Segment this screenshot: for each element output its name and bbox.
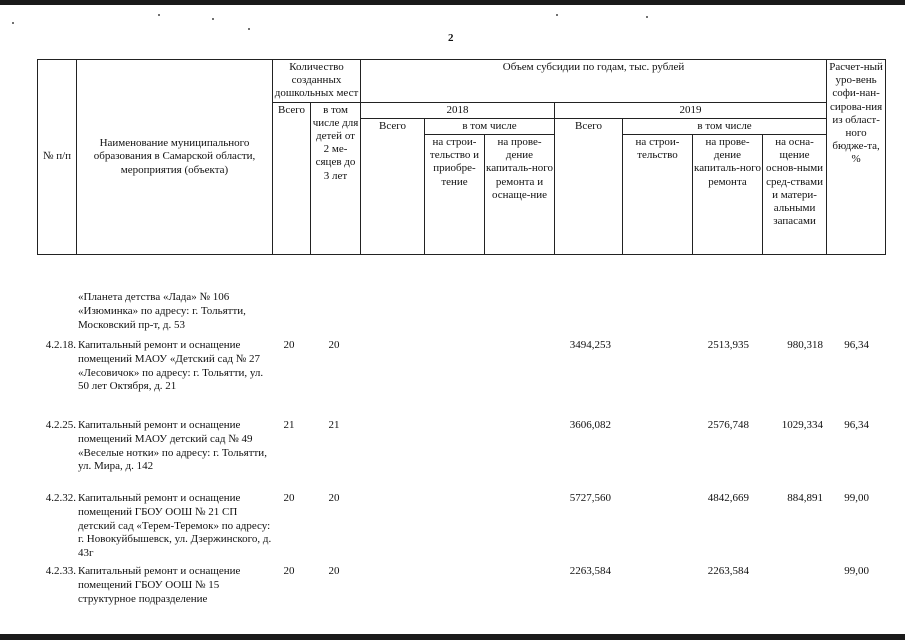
scan-speck bbox=[646, 16, 648, 18]
row-places-total: 20 bbox=[283, 339, 295, 351]
row-name: Капитальный ремонт и оснащение помещений МАОУ детский сад № 49 «Веселые нотки» по адресу: г. Тольятти, ул. Мира, д. 142 bbox=[78, 419, 267, 473]
row-2019-repair: 2263,584 bbox=[707, 565, 749, 577]
header-year-2019: 2019 bbox=[555, 102, 827, 118]
scan-top-border bbox=[0, 0, 905, 5]
header-rate: Расчет-ный уро-вень софи-нан-сирова-ния из област-ного бюдже-та, % bbox=[827, 60, 886, 255]
row-name: «Планета детства «Лада» № 106 «Изюминка» по адресу: г. Тольятти, Московский пр-т, д. 53 bbox=[78, 291, 246, 331]
row-rate: 96,34 bbox=[844, 419, 869, 431]
row-places-total: 20 bbox=[283, 565, 295, 577]
header-year-2018: 2018 bbox=[361, 102, 555, 118]
row-name: Капитальный ремонт и оснащение помещений ГБОУ ООШ № 15 структурное подразделение bbox=[78, 565, 241, 605]
row-2019-repair: 2576,748 bbox=[707, 419, 749, 431]
row-2019-total: 3494,253 bbox=[569, 339, 611, 351]
scan-bottom-border bbox=[0, 634, 905, 640]
row-number: 4.2.25. bbox=[45, 419, 76, 431]
row-places-total: 20 bbox=[283, 492, 295, 504]
scan-speck bbox=[248, 28, 250, 30]
row-places-kids: 20 bbox=[328, 565, 340, 577]
row-number: 4.2.32. bbox=[45, 492, 76, 504]
header-2019-total: Всего bbox=[555, 118, 623, 254]
row-2019-total: 5727,560 bbox=[569, 492, 611, 504]
row-rate: 99,00 bbox=[844, 492, 869, 504]
row-places-kids: 21 bbox=[328, 419, 340, 431]
header-2018-incl: в том числе bbox=[425, 118, 555, 134]
row-rate: 99,00 bbox=[844, 565, 869, 577]
scan-speck bbox=[12, 22, 14, 24]
header-2019-equipment: на осна-щение основ-ными сред-ствами и матери-альными запасами bbox=[763, 134, 827, 254]
scan-speck bbox=[212, 18, 214, 20]
row-2019-repair: 4842,669 bbox=[707, 492, 749, 504]
table-header bbox=[37, 59, 886, 255]
header-2019-incl: в том числе bbox=[623, 118, 827, 134]
header-places-total: Всего bbox=[273, 102, 311, 254]
scan-speck bbox=[556, 14, 558, 16]
row-name: Капитальный ремонт и оснащение помещений МАОУ «Детский сад № 27 «Лесовичок» по адресу: г. Тольятти, ул. 50 лет Октября, д. 21 bbox=[78, 339, 264, 393]
header-2018-total: Всего bbox=[361, 118, 425, 254]
header-2019-repair: на прове-дение капиталь-ного ремонта bbox=[693, 134, 763, 254]
header-2019-construction: на строи-тельство bbox=[623, 134, 693, 254]
row-number: 4.2.33. bbox=[45, 565, 76, 577]
header-subsidy: Объем субсидии по годам, тыс. рублей bbox=[361, 60, 827, 103]
row-2019-total: 3606,082 bbox=[569, 419, 611, 431]
row-places-kids: 20 bbox=[328, 492, 340, 504]
row-2019-total: 2263,584 bbox=[569, 565, 611, 577]
row-2019-equipment: 980,318 bbox=[787, 339, 823, 351]
row-2019-repair: 2513,935 bbox=[707, 339, 749, 351]
row-name: Капитальный ремонт и оснащение помещений ГБОУ ООШ № 21 СП детский сад «Терем-Теремок» по адресу: г. Новокуйбышевск, ул. Дзержинского, д. 43г bbox=[78, 492, 272, 559]
header-name: Наименование муниципального образования в Самарской области, мероприятия (объекта) bbox=[77, 60, 273, 255]
row-number: 4.2.18. bbox=[45, 339, 76, 351]
row-2019-equipment: 884,891 bbox=[787, 492, 823, 504]
page-number: 2 bbox=[448, 32, 454, 44]
row-places-total: 21 bbox=[283, 419, 295, 431]
header-places: Количество созданных дошкольных мест bbox=[273, 60, 361, 103]
header-2018-construction: на строи-тельство и приобре-тение bbox=[425, 134, 485, 254]
row-rate: 96,34 bbox=[844, 339, 869, 351]
row-places-kids: 20 bbox=[328, 339, 340, 351]
scan-speck bbox=[158, 14, 160, 16]
header-2018-repair: на прове-дение капиталь-ного ремонта и оснаще-ние bbox=[485, 134, 555, 254]
header-no: № п/п bbox=[38, 60, 77, 255]
header-places-kids: в том числе для детей от 2 ме-сяцев до 3 лет bbox=[311, 102, 361, 254]
row-2019-equipment: 1029,334 bbox=[781, 419, 823, 431]
